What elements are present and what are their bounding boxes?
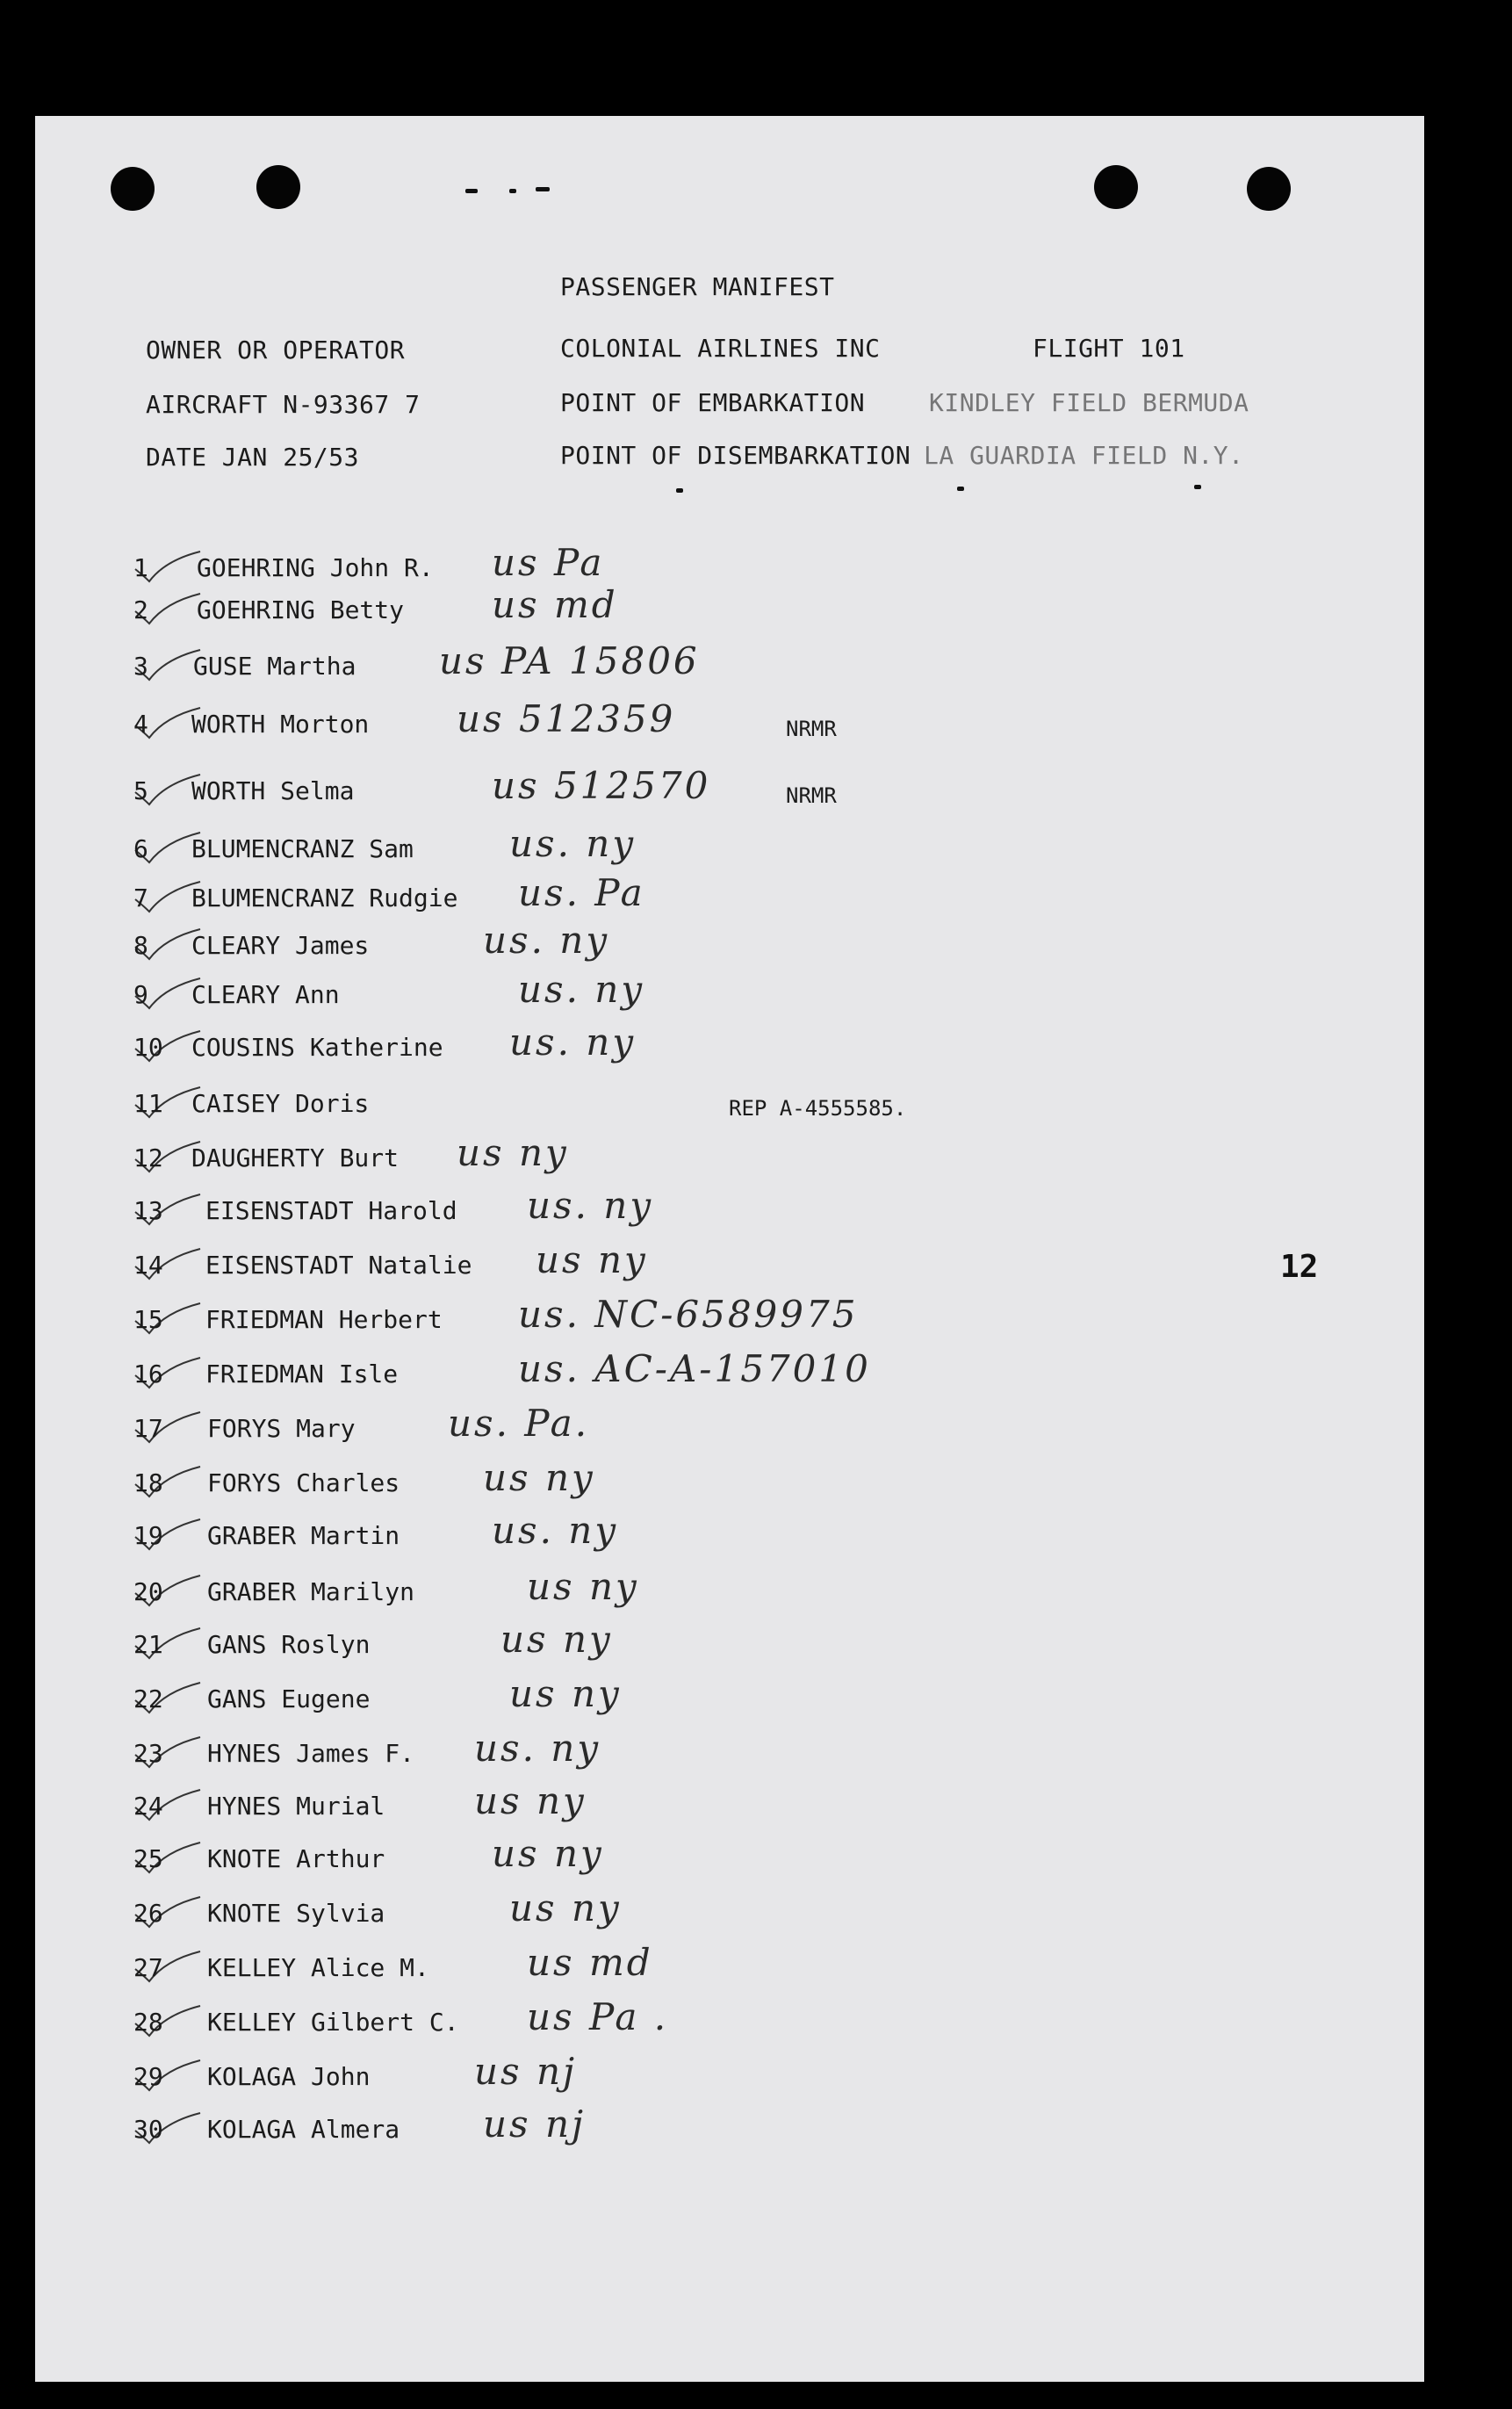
passenger-name: GRABER Martin — [207, 1521, 400, 1550]
handwritten-citizenship: us ny — [474, 1779, 587, 1822]
passenger-number: 27 — [133, 1953, 163, 1982]
passenger-name: FRIEDMAN Herbert — [205, 1305, 443, 1334]
table-row — [35, 919, 1424, 980]
table-row — [35, 1832, 1424, 1893]
passenger-number: 30 — [133, 2115, 163, 2144]
handwritten-citizenship: us. AC-A-157010 — [518, 1347, 871, 1390]
passenger-number: 21 — [133, 1630, 163, 1659]
passenger-number: 17 — [133, 1414, 163, 1443]
handwritten-citizenship: us nj — [483, 2102, 587, 2146]
passenger-number: 14 — [133, 1251, 163, 1280]
table-row — [35, 1672, 1424, 1734]
owner-label: OWNER OR OPERATOR — [146, 335, 406, 364]
handwritten-citizenship: us 512570 — [492, 764, 711, 807]
handwritten-citizenship: us. ny — [483, 919, 610, 962]
passenger-note: NRMR — [786, 717, 837, 741]
table-row — [35, 1618, 1424, 1679]
table-row — [35, 764, 1424, 826]
table-row — [35, 1456, 1424, 1518]
table-row — [35, 1727, 1424, 1788]
passenger-name: KOLAGA John — [207, 2062, 371, 2091]
passenger-number: 7 — [133, 884, 148, 912]
punch-hole — [111, 167, 155, 211]
table-row — [35, 1184, 1424, 1245]
ink-speck — [536, 187, 550, 191]
ink-speck — [509, 189, 516, 193]
handwritten-citizenship: us. ny — [474, 1727, 601, 1770]
handwritten-citizenship: us Pa . — [527, 1995, 669, 2038]
handwritten-citizenship: us 512359 — [457, 697, 676, 740]
passenger-name: CAISEY Doris — [191, 1089, 370, 1118]
passenger-name: KNOTE Arthur — [207, 1844, 385, 1873]
table-row — [35, 639, 1424, 701]
passenger-number: 29 — [133, 2062, 163, 2091]
table-row — [35, 871, 1424, 933]
table-row — [35, 1509, 1424, 1570]
passenger-name: WORTH Selma — [191, 776, 355, 805]
table-row — [35, 1779, 1424, 1841]
passenger-name: BLUMENCRANZ Rudgie — [191, 884, 458, 912]
passenger-note: REP A-4555585. — [729, 1096, 907, 1121]
passenger-name: CLEARY Ann — [191, 980, 340, 1009]
passenger-number: 15 — [133, 1305, 163, 1334]
handwritten-citizenship: us. NC-6589975 — [518, 1293, 859, 1336]
passenger-number: 18 — [133, 1468, 163, 1497]
passenger-name: GOEHRING John R. — [197, 553, 434, 582]
punch-hole — [1094, 165, 1138, 209]
passenger-note: NRMR — [786, 783, 837, 808]
manifest-page — [35, 116, 1424, 2382]
table-row — [35, 822, 1424, 884]
operator-name: COLONIAL AIRLINES INC — [560, 334, 881, 363]
embarkation-label: POINT OF EMBARKATION — [560, 388, 866, 417]
passenger-number: 4 — [133, 710, 148, 739]
table-row — [35, 1402, 1424, 1463]
punch-hole — [1247, 167, 1291, 211]
table-row — [35, 583, 1424, 645]
passenger-name: GANS Eugene — [207, 1684, 371, 1713]
passenger-number: 2 — [133, 595, 148, 624]
passenger-number: 6 — [133, 834, 148, 863]
aircraft-number: AIRCRAFT N-93367 7 — [146, 390, 421, 419]
passenger-name: BLUMENCRANZ Sam — [191, 834, 414, 863]
passenger-name: KELLEY Gilbert C. — [207, 2008, 459, 2037]
ink-speck — [1194, 485, 1201, 489]
passenger-number: 24 — [133, 1792, 163, 1821]
table-row — [35, 1886, 1424, 1948]
passenger-name: GANS Roslyn — [207, 1630, 371, 1659]
passenger-name: COUSINS Katherine — [191, 1033, 443, 1062]
passenger-number: 20 — [133, 1577, 163, 1606]
passenger-name: GUSE Martha — [193, 652, 356, 681]
handwritten-citizenship: us ny — [492, 1832, 604, 1875]
handwritten-citizenship: us. ny — [518, 968, 645, 1011]
ink-speck — [957, 487, 964, 491]
passenger-name: HYNES Murial — [207, 1792, 385, 1821]
passenger-number: 3 — [133, 652, 148, 681]
flight-number: FLIGHT 101 — [1033, 334, 1185, 363]
handwritten-citizenship: us. ny — [492, 1509, 619, 1552]
table-row — [35, 2102, 1424, 2164]
handwritten-citizenship: us ny — [500, 1618, 613, 1661]
disembarkation-label: POINT OF DISEMBARKATION — [560, 441, 911, 470]
passenger-name: HYNES James F. — [207, 1739, 415, 1768]
table-row — [35, 1565, 1424, 1626]
handwritten-citizenship: us nj — [474, 2050, 578, 2093]
embarkation-place: KINDLEY FIELD BERMUDA — [929, 388, 1249, 417]
handwritten-citizenship: us ny — [457, 1131, 569, 1174]
passenger-name: WORTH Morton — [191, 710, 370, 739]
handwritten-citizenship: us ny — [509, 1672, 622, 1715]
passenger-number: 1 — [133, 553, 148, 582]
handwritten-citizenship: us. ny — [509, 822, 637, 865]
handwritten-citizenship: us. Pa. — [448, 1402, 590, 1445]
table-row — [35, 1995, 1424, 2057]
passenger-name: GRABER Marilyn — [207, 1577, 415, 1606]
ink-speck — [676, 488, 683, 493]
handwritten-citizenship: us md — [492, 583, 618, 626]
passenger-name: FORYS Charles — [207, 1468, 400, 1497]
passenger-name: EISENSTADT Harold — [205, 1196, 457, 1225]
passenger-number: 26 — [133, 1899, 163, 1928]
passenger-name: KOLAGA Almera — [207, 2115, 400, 2144]
handwritten-citizenship: us ny — [536, 1238, 648, 1281]
passenger-number: 16 — [133, 1360, 163, 1388]
passenger-number: 5 — [133, 776, 148, 805]
table-row — [35, 2050, 1424, 2111]
handwritten-citizenship: us md — [527, 1941, 653, 1984]
passenger-number: 11 — [133, 1089, 163, 1118]
page-number: 12 — [1280, 1249, 1319, 1285]
table-row — [35, 1021, 1424, 1082]
passenger-number: 22 — [133, 1684, 163, 1713]
handwritten-citizenship: us Pa — [492, 541, 605, 584]
passenger-name: EISENSTADT Natalie — [205, 1251, 472, 1280]
passenger-name: KELLEY Alice M. — [207, 1953, 429, 1982]
passenger-number: 9 — [133, 980, 148, 1009]
passenger-number: 10 — [133, 1033, 163, 1062]
handwritten-citizenship: us ny — [509, 1886, 622, 1929]
ink-speck — [465, 189, 478, 193]
manifest-title: PASSENGER MANIFEST — [560, 272, 835, 301]
handwritten-citizenship: us. Pa — [518, 871, 645, 914]
passenger-number: 25 — [133, 1844, 163, 1873]
passenger-number: 13 — [133, 1196, 163, 1225]
handwritten-citizenship: us ny — [483, 1456, 595, 1499]
passenger-number: 19 — [133, 1521, 163, 1550]
passenger-name: FRIEDMAN Isle — [205, 1360, 399, 1388]
table-row — [35, 1089, 1424, 1138]
passenger-number: 28 — [133, 2008, 163, 2037]
table-row — [35, 1347, 1424, 1409]
punch-hole — [256, 165, 300, 209]
handwritten-citizenship: us. ny — [509, 1021, 637, 1064]
table-row — [35, 1131, 1424, 1193]
table-row — [35, 697, 1424, 759]
passenger-name: FORYS Mary — [207, 1414, 356, 1443]
passenger-number: 8 — [133, 931, 148, 960]
table-row — [35, 968, 1424, 1029]
passenger-number: 23 — [133, 1739, 163, 1768]
table-row — [35, 1941, 1424, 2002]
passenger-name: DAUGHERTY Burt — [191, 1143, 400, 1172]
disembarkation-place: LA GUARDIA FIELD N.Y. — [924, 441, 1244, 470]
flight-date: DATE JAN 25/53 — [146, 443, 360, 472]
handwritten-citizenship: us PA 15806 — [439, 639, 700, 682]
passenger-name: CLEARY James — [191, 931, 370, 960]
handwritten-citizenship: us ny — [527, 1565, 639, 1608]
handwritten-citizenship: us. ny — [527, 1184, 654, 1227]
passenger-name: KNOTE Sylvia — [207, 1899, 385, 1928]
passenger-name: GOEHRING Betty — [197, 595, 405, 624]
passenger-number: 12 — [133, 1143, 163, 1172]
